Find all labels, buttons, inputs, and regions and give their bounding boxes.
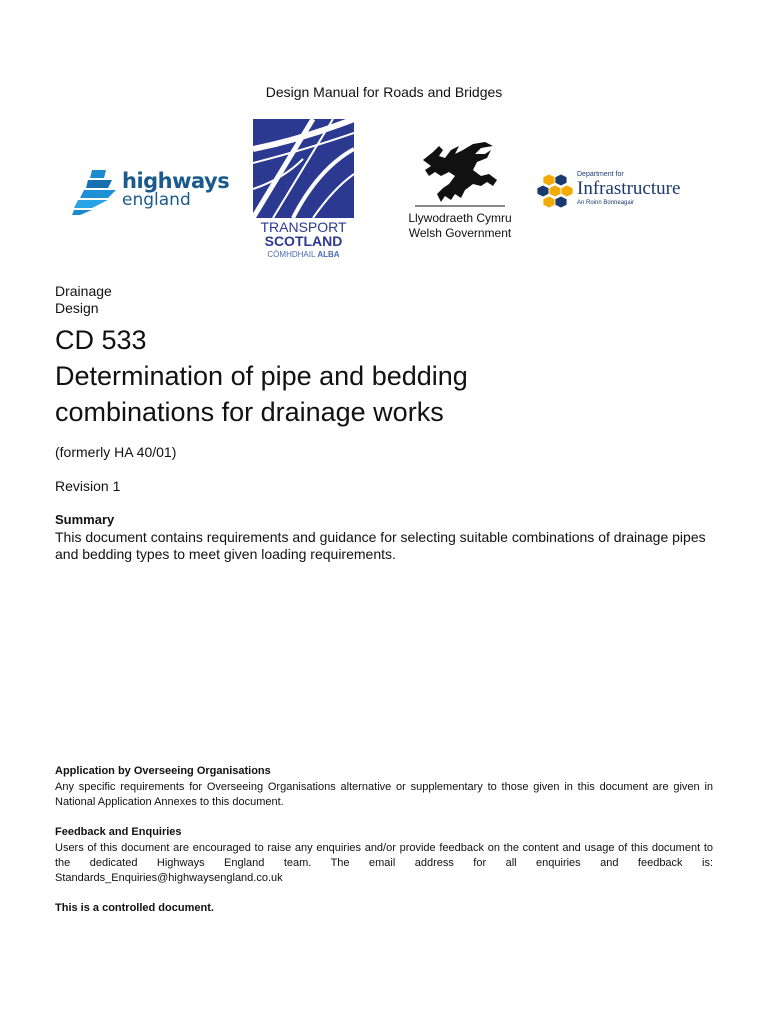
dfi-logo [537, 170, 697, 212]
manual-title: Design Manual for Roads and Bridges [265, 84, 503, 100]
dfi-hexagon-icon [537, 173, 573, 209]
series-design: Design [55, 300, 99, 316]
series-drainage: Drainage [55, 283, 112, 299]
transport-scotland-logo [253, 119, 356, 267]
summary-heading: Summary [55, 512, 115, 527]
document-title-line2: combinations for drainage works [55, 397, 444, 427]
feedback-heading: Feedback and Enquiries [55, 826, 182, 838]
highways-england-emblem-icon [72, 168, 122, 216]
transport-scotland-emblem-icon [253, 119, 354, 218]
dfi-department-for: Department for [577, 171, 624, 178]
controlled-document-notice: This is a controlled document. [55, 902, 214, 914]
application-text: Any specific requirements for Overseeing Organisations alternative or supplementary to those given in this document are given in National Application Annexes to this document. [55, 781, 713, 808]
welsh-government-logo [403, 140, 517, 245]
document-series [55, 283, 112, 317]
highways-england-wordmark-line1: highways [122, 169, 230, 193]
document-code: CD 533 [55, 325, 147, 355]
highways-england-logo [72, 168, 232, 216]
revision-number: Revision 1 [55, 478, 121, 494]
formerly-reference: (formerly HA 40/01) [55, 444, 177, 460]
dfi-infrastructure: Infrastructure [577, 178, 681, 199]
document-title-line1: Determination of pipe and bedding [55, 361, 468, 391]
transport-scotland-gaelic-1: CÒMHDHAIL [267, 250, 316, 259]
welsh-government-welsh-name: Llywodraeth Cymru [408, 211, 512, 225]
dfi-irish-name: An Roinn Bonneagair [577, 200, 635, 206]
feedback-text: Users of this document are encouraged to raise any enquiries and/or provide feedback on the content and usage of this document to the dedicated Highways England team. The email address for all enquiries and feedback is: Standards_Enquiries@highwaysengland.co.uk [55, 842, 713, 884]
transport-scotland-line1: TRANSPORT [260, 219, 347, 235]
transport-scotland-line2: SCOTLAND [264, 233, 343, 249]
document-title [55, 358, 735, 430]
highways-england-wordmark-line2: england [122, 190, 191, 210]
transport-scotland-gaelic-2: ALBA [317, 250, 340, 259]
welsh-government-english-name: Welsh Government [408, 226, 512, 240]
summary-text: This document contains requirements and guidance for selecting suitable combinations of drainage pipes and bedding types to meet given loading requirements. [55, 529, 706, 562]
welsh-dragon-icon [415, 140, 505, 208]
application-heading: Application by Overseeing Organisations [55, 765, 271, 777]
transport-scotland-line3 [253, 249, 354, 261]
